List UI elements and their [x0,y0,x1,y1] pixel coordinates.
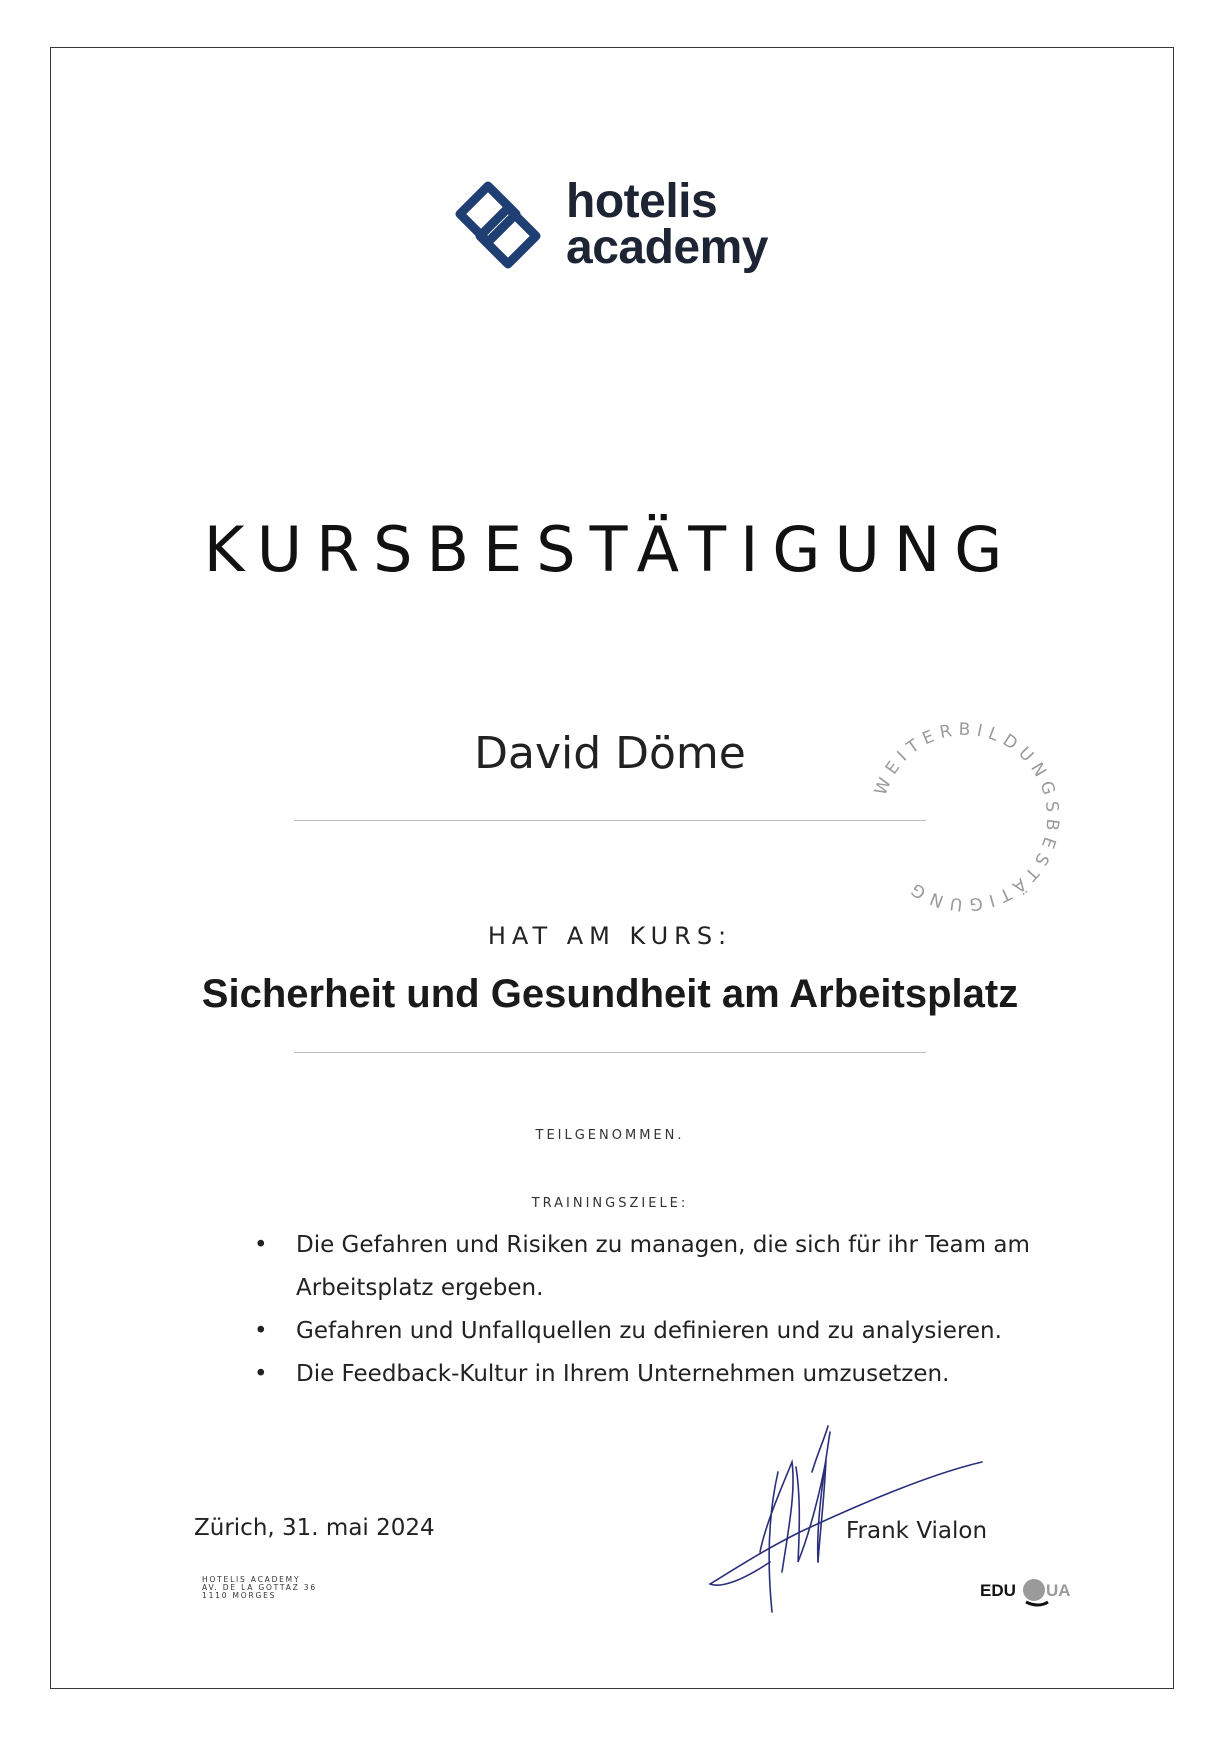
svg-text:WEITERBILDUNGSBESTÄTIGUNG [871,720,1062,915]
certification-stamp [860,712,1070,922]
goal-item [246,1224,1076,1310]
eduqua-logo [980,1572,1080,1608]
address-line: 1110 MORGES [202,1591,277,1600]
stamp-text: WEITERBILDUNGSBESTÄTIGUNG [870,719,1063,915]
bullet-icon: • [254,1232,268,1258]
svg-text:EDU: EDU [980,1581,1016,1600]
course-name: Sicherheit und Gesundheit am Arbeitsplatz [201,972,1019,1016]
address-stamp [202,1576,317,1600]
goal-text: Die Gefahren und Risiken zu managen, die sich für ihr Team am Arbeitsplatz ergeben. [296,1232,1030,1301]
name-divider [294,820,926,821]
course-intro-label: HAT AM KURS: [487,922,733,950]
training-goals-label: TRAININGSZIELE: [531,1196,689,1211]
training-goals-list [246,1224,1076,1396]
address-line: AV. DE LA GOTTAZ 36 [202,1583,317,1592]
brand-name-line1: hotelis [566,175,718,228]
signature-icon [700,1412,1000,1622]
participant-name: David Döme [474,728,746,779]
bullet-icon: • [254,1318,268,1344]
goal-text: Die Feedback-Kultur in Ihrem Unternehmen umzusetzen. [296,1361,950,1387]
address-line: HOTELIS ACADEMY [202,1575,301,1584]
brand-logo-icon [448,180,548,270]
place-and-date: Zürich, 31. mai 2024 [194,1515,435,1541]
signer-name: Frank Vialon [846,1518,988,1544]
certificate-title: KURSBESTÄTIGUNG [203,513,1017,586]
goal-text: Gefahren und Unfallquellen zu definieren und zu analysieren. [296,1318,1002,1344]
goal-item [246,1353,1076,1396]
goal-item [246,1310,1076,1353]
brand-name-line2: academy [566,221,768,274]
svg-text:UA: UA [1046,1581,1071,1600]
participated-label: TEILGENOMMEN. [535,1128,685,1143]
course-divider [294,1052,926,1053]
bullet-icon: • [254,1361,268,1387]
